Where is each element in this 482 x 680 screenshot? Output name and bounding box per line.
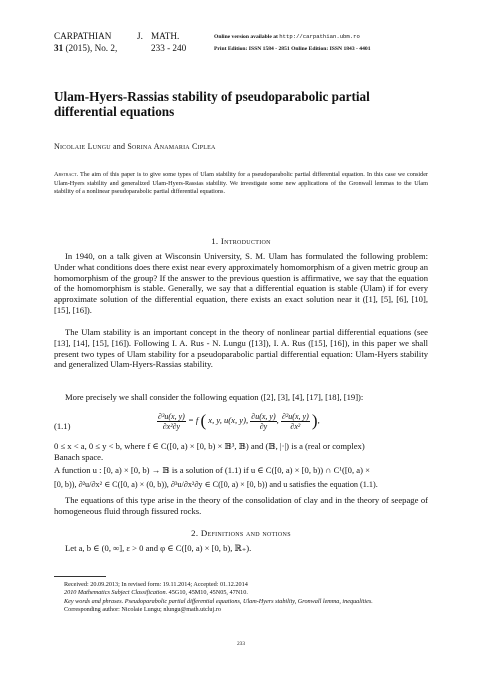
intro-paragraph-3: More precisely we shall consider the following equation ([2], [3], [4], [17], [18], [19]): — [65, 392, 364, 402]
page-number: 233 — [236, 641, 246, 647]
section-1-heading: 1. Introduction — [211, 236, 271, 246]
footnote-rule — [54, 576, 106, 577]
solution-line-2: [0, b)), ∂²u/∂x² ∈ C([0, a) × (0, b)), ∂³u/∂x²∂y ∈ C([0, a) × [0, b)) and u satisfies the equation (1.1). — [54, 480, 378, 489]
footnote-msc-label: 2010 Mathematics Subject Classification. — [64, 589, 168, 597]
journal-name: CARPATHIAN — [54, 31, 112, 41]
journal-volume: 31 — [54, 43, 64, 53]
equation-1-1: (1.1) $\frac{\text{∂³u(x, y)}}{\text{∂x²∂y}}$ = f ( x, y, u(x, y), $\frac{\partial u(x, y)}{\partial y}$ , $\frac{\text{∂²u(x, y)}}{\text{∂x²}}$ ), — [54, 411, 320, 431]
equation-number: (1.1) — [54, 421, 71, 431]
online-url[interactable]: http://carpathian.ubm.ro — [279, 33, 360, 40]
journal-math: MATH. — [151, 31, 180, 41]
authors — [54, 142, 216, 151]
journal-pages: 233 - 240 — [151, 43, 187, 53]
journal-year-issue: (2015), No. 2, — [65, 43, 118, 53]
author-1: Nicolaie Lungu — [54, 142, 111, 151]
condition-line-1: 0 ≤ x < a, 0 ≤ y < b, where f ∈ C([0, a) × [0, b) × 𝔹³, 𝔹) and (𝔹, |·|) is a (real or complex) — [54, 441, 365, 451]
eq-frac-2: $\frac{\partial u(x, y)}{\partial y}$ — [251, 411, 276, 431]
abstract-text: The aim of this paper is to give some types of Ulam stability for a pseudoparabolic partial differential equation. In this case we consider Ulam-Hyers stability and generalized Ulam-Hyers-Rassias stability. We investigate some new applications of the Gronwall lemmas to the Ulam stability of a nonlinear pseudoparabolic partial differential equations. — [54, 171, 428, 196]
footnote — [54, 581, 428, 615]
eq-args: x, y, u(x, y), — [208, 414, 249, 425]
intro-paragraph-1: In 1940, on a talk given at Wisconsin University, S. M. Ulam has formulated the following problem: Under what conditions does there exist near every approximately homomorphism of a given metric group an homomorphism of the group? If the answer to the previous question is affirmative, we say that the equation of the homomorphism is stable. Generally, we say that a differential equation is stable (Ulam) if for every approximate solution of the differential equation, there exists an exact solution near it ([1], [5], [6], [10], [15], [16]). — [54, 251, 428, 315]
section-2-heading: 2. Definitions and notions — [191, 528, 291, 538]
solution-line-1: A function u : [0, a) × [0, b) → 𝔹 is a solution of (1.1) if u ∈ C([0, a) × [0, b)) ∩ C¹([0, a) × — [54, 465, 370, 475]
footnote-corresponding: Corresponding author: Nicolaie Lungu; nlungu@math.utcluj.ro — [64, 606, 221, 614]
edition-info — [214, 31, 371, 55]
online-label: Online version available at — [214, 34, 278, 40]
footnote-keywords-label: Key words and phrases. — [64, 597, 124, 605]
intro-paragraph-4: The equations of this type arise in the theory of the consolidation of clay and in the theory of seepage of homogeneous fluid through fissured rocks. — [54, 495, 428, 516]
footnote-msc: 45G10, 45M10, 45N05, 47N10. — [168, 589, 248, 597]
condition-line-2: Banach space. — [54, 452, 104, 462]
footnote-keywords: Pseudoparabolic partial differential equations, Ulam-Hyers stability, Gronwall lemma, inequalities. — [124, 597, 373, 605]
intro-paragraph-2: The Ulam stability is an important concept in the theory of nonlinear partial differential equations (see [13], [14], [15], [16]). Following I. A. Rus - N. Lungu ([13]), I. A. Rus ([15], [16]), in this paper we shall present two types of Ulam stability for a pseudoparabolic partial differential equation: Ulam-Hyers stability and generalized Ulam-Hyers-Rassias stability. — [54, 327, 428, 370]
journal-j: J. — [137, 31, 143, 41]
author-2: Sorina Anamaria Ciplea — [127, 142, 216, 151]
authors-and: and — [113, 142, 126, 151]
journal-header — [54, 30, 211, 54]
definitions-paragraph-1: Let a, b ∈ (0, ∞], ε > 0 and φ ∈ C([0, a) × [0, b), ℝ₊). — [65, 543, 252, 553]
eq-frac-3: $\frac{\text{∂²u(x, y)}}{\text{∂x²}}$ — [281, 411, 309, 431]
eq-equals-f: = f — [187, 414, 199, 425]
paper-title: Ulam-Hyers-Rassias stability of pseudoparabolic partial differential equations — [54, 89, 370, 119]
abstract-label: Abstract. — [54, 171, 79, 178]
print-edition: Print Edition: ISSN 1584 - 2851 Online Edition: ISSN 1843 - 4401 — [214, 46, 371, 52]
eq-lhs-fraction: $\frac{\text{∂³u(x, y)}}{\text{∂x²∂y}}$ — [158, 411, 185, 431]
footnote-received: Received: 20.09.2013; In revised form: 19.11.2014; Accepted: 01.12.2014 — [64, 581, 248, 588]
abstract — [54, 171, 428, 197]
